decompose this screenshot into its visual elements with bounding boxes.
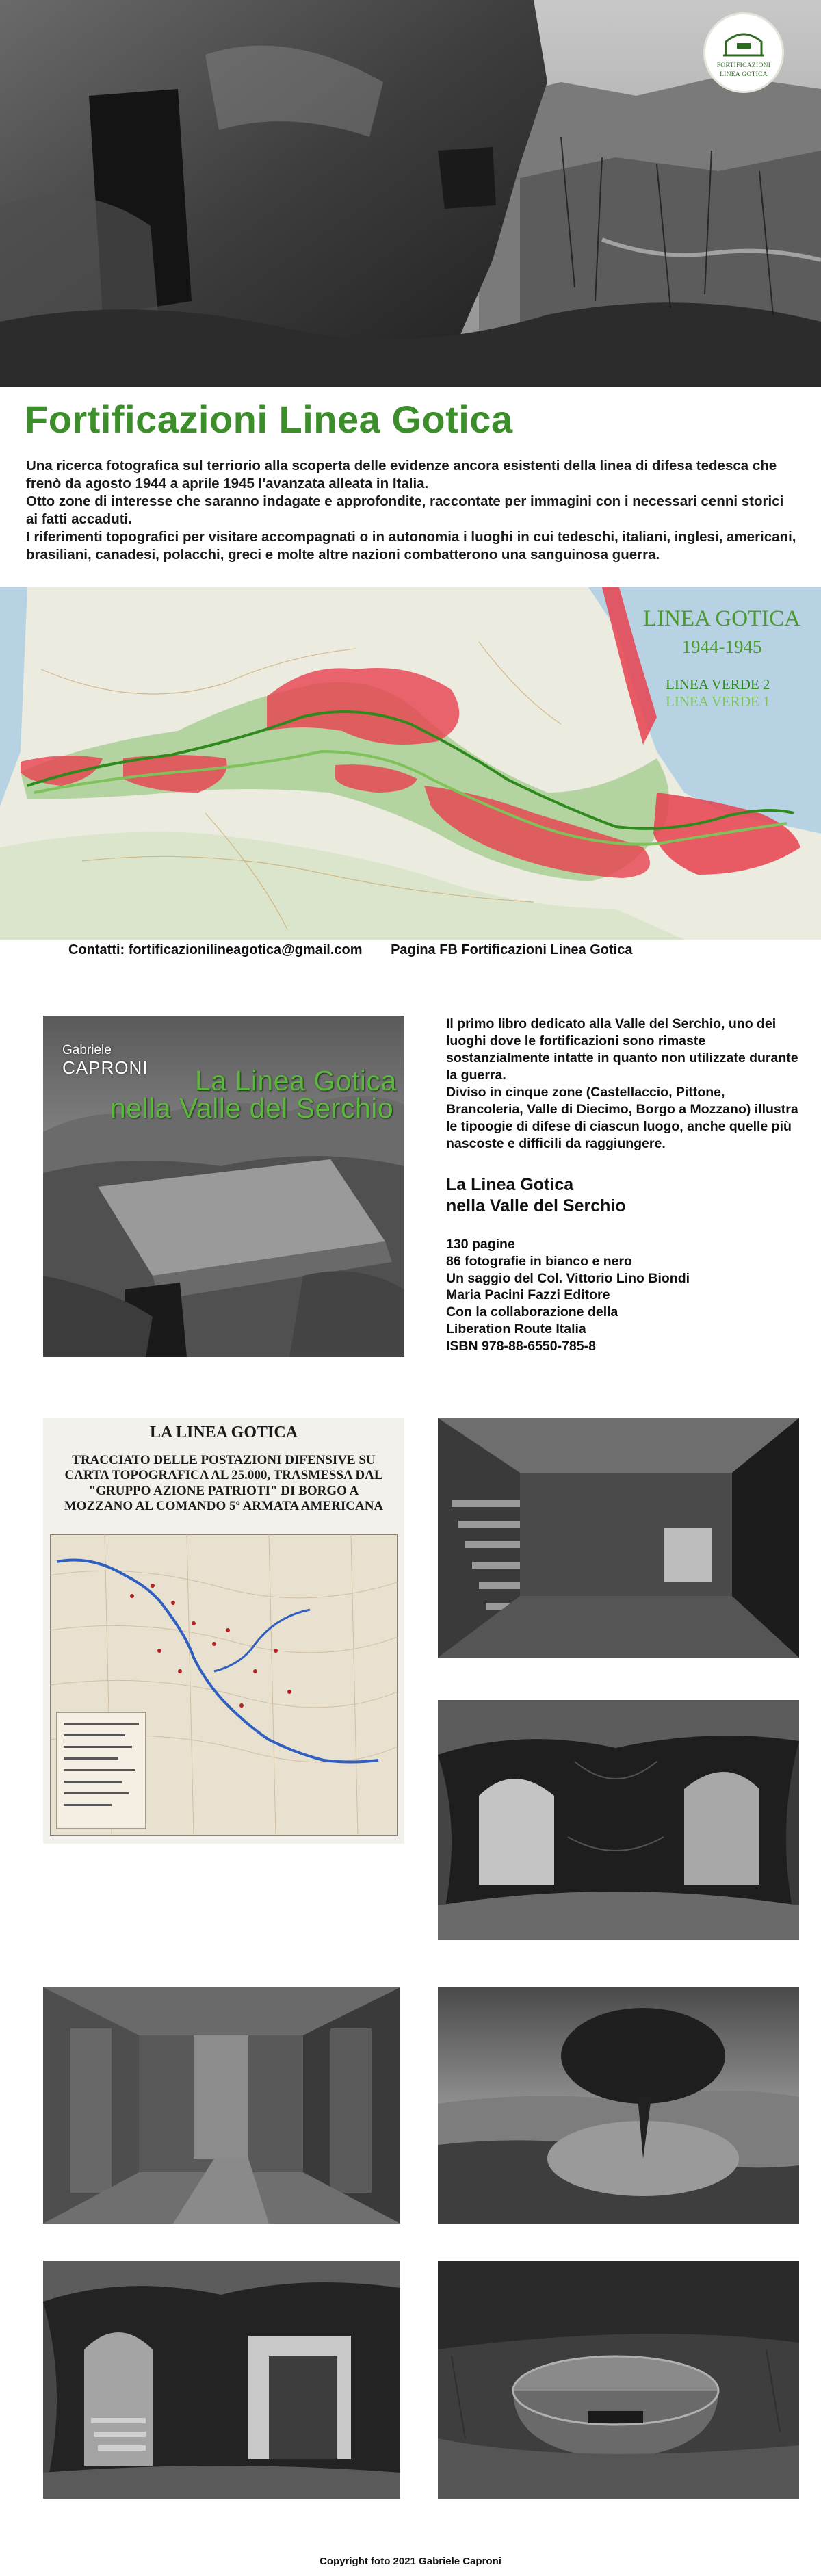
logo-text-line1: FORTIFICAZIONI <box>716 62 771 69</box>
book-photos: 86 fotografie in bianco e nero <box>446 1253 632 1269</box>
book-collab-2: Liberation Route Italia <box>446 1321 586 1337</box>
facebook-page-link[interactable]: Pagina FB Fortificazioni Linea Gotica <box>391 942 633 957</box>
book-title-line1: La Linea Gotica <box>446 1174 574 1194</box>
poster-subtitle-line: MOZZANO AL COMANDO 5º ARMATA AMERICANA <box>64 1499 384 1514</box>
intro-paragraph-2: Otto zone di interesse che saranno indagate e approfondite, raccontate per immagini con i necessari cenni storici ai fatti accaduti. <box>26 493 784 528</box>
photo-bunker-corridor <box>43 1987 400 2224</box>
photo-rock-tunnel <box>438 1700 799 1940</box>
contacts-line <box>68 942 766 958</box>
book-collab-1: Con la collaborazione della <box>446 1304 618 1320</box>
logo-text-line2: LINEA GOTICA <box>720 71 768 78</box>
photo-bunker-dome <box>438 2261 799 2499</box>
gothic-line-map <box>0 587 821 940</box>
book-cover <box>43 1016 404 1357</box>
poster-header <box>43 1424 404 1515</box>
topographic-poster <box>43 1418 404 1844</box>
book-author-first: Gabriele <box>62 1043 112 1057</box>
book-desc-paragraph-1: Il primo libro dedicato alla Valle del Serchio, uno dei luoghi dove le fortificazioni sono rimaste sostanzialmente intatte in quanto non utilizzate durante la guerra. <box>446 1016 798 1083</box>
book-author <box>62 1043 148 1079</box>
poster-subtitle-line: "GRUPPO AZIONE PATRIOTI" DI BORGO A <box>88 1483 359 1498</box>
book-author-last: CAPRONI <box>62 1057 148 1078</box>
poster-map <box>50 1534 398 1836</box>
book-publisher: Maria Pacini Fazzi Editore <box>446 1287 610 1303</box>
poster-heading: LA LINEA GOTICA <box>149 1424 298 1441</box>
book-title-line2: nella Valle del Serchio <box>446 1196 626 1215</box>
book-pages: 130 pagine <box>446 1237 515 1252</box>
photo-tunnel-entrance <box>43 2261 400 2499</box>
poster-subtitle-line: CARTA TOPOGRAFICA AL 25.000, TRASMESSA DAL <box>64 1468 383 1483</box>
intro-paragraph-3: I riferimenti topografici per visitare accompagnati o in autonomia i luoghi in cui tedeschi, italiani, inglesi, americani, brasiliani, canadesi, polacchi, greci e molte altre nazioni combatterono una sanguinosa guerra. <box>26 529 796 563</box>
bunker-icon <box>722 29 766 57</box>
map-years: 1944-1945 <box>681 636 762 657</box>
book-essay: Un saggio del Col. Vittorio Lino Biondi <box>446 1270 690 1286</box>
book-meta <box>446 1236 802 1354</box>
photo-bunker-stairs <box>438 1418 799 1658</box>
book-title <box>446 1174 802 1218</box>
legend-green-line-2: LINEA VERDE 2 <box>666 676 770 693</box>
poster-subtitle <box>43 1453 404 1515</box>
legend-green-line-1: LINEA VERDE 1 <box>666 693 770 710</box>
book-cover-title-1: La Linea Gotica <box>195 1065 397 1096</box>
intro-paragraph-1: Una ricerca fotografica sul terriorio alla scoperta delle evidenze ancora esistenti della linea di difesa tedesca che frenò da agosto 1944 a aprile 1945 l'avanzata alleata in Italia. <box>26 458 777 492</box>
book-desc-paragraph-2: Diviso in cinque zone (Castellaccio, Pittone, Brancoleria, Valle di Diecimo, Borgo a Mozzano) illustra le tipoogie di difese di ciascun luogo, anche quelle più nascoste e difficili da raggiungere. <box>446 1084 798 1151</box>
book-cover-title-2: nella Valle del Serchio <box>110 1092 394 1124</box>
photo-tree-landscape <box>438 1987 799 2224</box>
map-title: LINEA GOTICA <box>642 606 801 631</box>
poster-subtitle-line: TRACCIATO DELLE POSTAZIONI DIFENSIVE SU <box>72 1453 376 1467</box>
intro-text <box>26 457 799 564</box>
page-title: Fortificazioni Linea Gotica <box>25 398 513 441</box>
contact-email[interactable]: Contatti: fortificazionilineagotica@gmail.com <box>68 942 363 957</box>
book-isbn: ISBN 978-88-6550-785-8 <box>446 1338 596 1354</box>
site-logo <box>703 12 784 93</box>
book-description <box>446 1016 802 1354</box>
hero-photo <box>0 0 821 387</box>
copyright-notice: Copyright foto 2021 Gabriele Caproni <box>320 2555 501 2567</box>
